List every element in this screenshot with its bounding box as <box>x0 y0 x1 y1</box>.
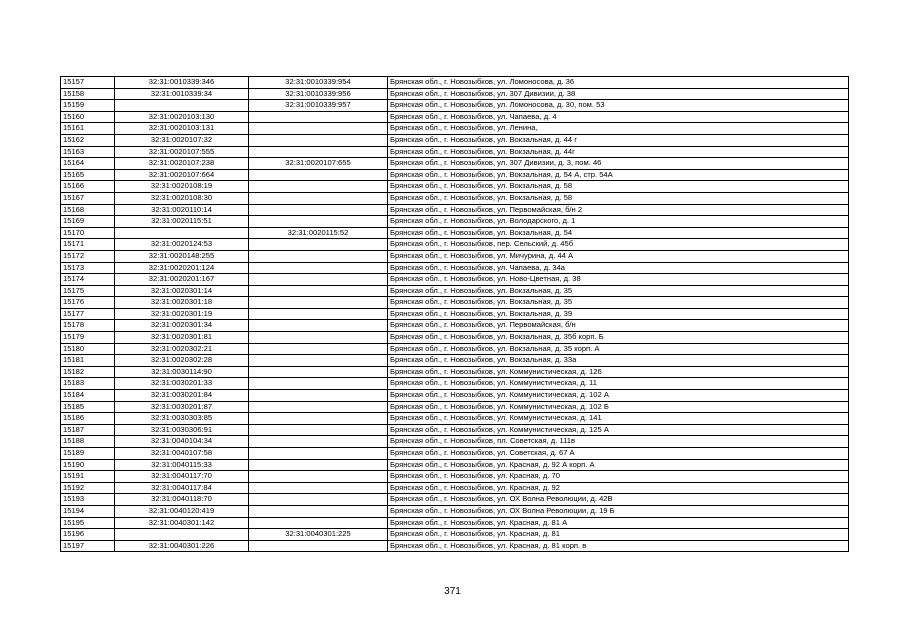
linked-cadastral-number-cell <box>249 274 388 286</box>
row-number-cell: 15185 <box>61 401 115 413</box>
cadastral-number-cell: 32:31:0040118:70 <box>115 494 249 506</box>
table-row <box>61 192 849 204</box>
row-number-cell: 15179 <box>61 332 115 344</box>
linked-cadastral-number-cell <box>249 308 388 320</box>
linked-cadastral-number-cell <box>249 134 388 146</box>
table-row <box>61 529 849 541</box>
table-row <box>61 448 849 460</box>
address-cell: Брянская обл., г. Новозыбков, ул. Чапаева, д. 4 <box>388 111 849 123</box>
address-cell: Брянская обл., г. Новозыбков, ул. Мичурина, д. 44 А <box>388 250 849 262</box>
row-number-cell: 15186 <box>61 413 115 425</box>
address-cell: Брянская обл., г. Новозыбков, ул. Первомайская, б/н <box>388 320 849 332</box>
row-number-cell: 15166 <box>61 181 115 193</box>
row-number-cell: 15177 <box>61 308 115 320</box>
cadastral-number-cell: 32:31:0020201:124 <box>115 262 249 274</box>
table-row <box>61 471 849 483</box>
table-row <box>61 459 849 471</box>
table-row <box>61 169 849 181</box>
address-cell: Брянская обл., г. Новозыбков, ул. Вокзальная, д. 33а <box>388 355 849 367</box>
table-row <box>61 390 849 402</box>
table-row <box>61 378 849 390</box>
linked-cadastral-number-cell <box>249 320 388 332</box>
row-number-cell: 15174 <box>61 274 115 286</box>
cadastral-number-cell <box>115 227 249 239</box>
address-cell: Брянская обл., г. Новозыбков, ул. Чапаева, д. 34а <box>388 262 849 274</box>
row-number-cell: 15180 <box>61 343 115 355</box>
address-cell: Брянская обл., г. Новозыбков, ул. Красная, д. 81 <box>388 529 849 541</box>
cadastral-number-cell: 32:31:0040117:84 <box>115 482 249 494</box>
address-cell: Брянская обл., г. Новозыбков, ул. Вокзальная, д. 39 <box>388 308 849 320</box>
table-row <box>61 262 849 274</box>
address-cell: Брянская обл., г. Новозыбков, ул. Ломоносова, д. 36 <box>388 77 849 89</box>
address-cell: Брянская обл., г. Новозыбков, ул. Коммунистическая, д. 102 А <box>388 390 849 402</box>
address-cell: Брянская обл., г. Новозыбков, ул. Коммунистическая, д. 102 Б <box>388 401 849 413</box>
cadastral-number-cell: 32:31:0030201:87 <box>115 401 249 413</box>
address-cell: Брянская обл., г. Новозыбков, ул. Вокзальная, д. 54 <box>388 227 849 239</box>
row-number-cell: 15161 <box>61 123 115 135</box>
row-number-cell: 15162 <box>61 134 115 146</box>
table-row <box>61 540 849 552</box>
cadastral-number-cell: 32:31:0020108:19 <box>115 181 249 193</box>
address-cell: Брянская обл., г. Новозыбков, ул. Ново-Цветная, д. 38 <box>388 274 849 286</box>
row-number-cell: 15183 <box>61 378 115 390</box>
address-cell: Брянская обл., г. Новозыбков, пл. Советская, д. 111в <box>388 436 849 448</box>
address-cell: Брянская обл., г. Новозыбков, ул. ОХ Волна Революции, д. 19 Б <box>388 505 849 517</box>
address-cell: Брянская обл., г. Новозыбков, ул. Красная, д. 92 А корп. А <box>388 459 849 471</box>
linked-cadastral-number-cell <box>249 482 388 494</box>
row-number-cell: 15195 <box>61 517 115 529</box>
address-cell: Брянская обл., г. Новозыбков, ул. Красная, д. 81 корп. в <box>388 540 849 552</box>
row-number-cell: 15176 <box>61 297 115 309</box>
address-cell: Брянская обл., г. Новозыбков, ул. Володарского, д. 1 <box>388 216 849 228</box>
cadastral-number-cell: 32:31:0020301:14 <box>115 285 249 297</box>
table-row <box>61 320 849 332</box>
linked-cadastral-number-cell <box>249 378 388 390</box>
row-number-cell: 15164 <box>61 158 115 170</box>
row-number-cell: 15160 <box>61 111 115 123</box>
address-cell: Брянская обл., г. Новозыбков, ул. Коммунистическая, д. 126 <box>388 366 849 378</box>
linked-cadastral-number-cell <box>249 401 388 413</box>
linked-cadastral-number-cell <box>249 448 388 460</box>
linked-cadastral-number-cell <box>249 146 388 158</box>
row-number-cell: 15159 <box>61 100 115 112</box>
table-row <box>61 100 849 112</box>
address-cell: Брянская обл., г. Новозыбков, ул. Вокзальная, д. 58 <box>388 181 849 193</box>
table-row <box>61 343 849 355</box>
row-number-cell: 15167 <box>61 192 115 204</box>
row-number-cell: 15163 <box>61 146 115 158</box>
cadastral-number-cell: 32:31:0020301:81 <box>115 332 249 344</box>
table-row <box>61 308 849 320</box>
address-cell: Брянская обл., г. Новозыбков, ул. Красная, д. 92 <box>388 482 849 494</box>
table-row <box>61 204 849 216</box>
row-number-cell: 15191 <box>61 471 115 483</box>
address-cell: Брянская обл., г. Новозыбков, ул. Ломоносова, д. 30, пом. 53 <box>388 100 849 112</box>
row-number-cell: 15165 <box>61 169 115 181</box>
address-cell: Брянская обл., г. Новозыбков, ул. Вокзальная, д. 35б корп. Б <box>388 332 849 344</box>
linked-cadastral-number-cell <box>249 540 388 552</box>
cadastral-number-cell: 32:31:0020301:34 <box>115 320 249 332</box>
linked-cadastral-number-cell: 32:31:0010339:957 <box>249 100 388 112</box>
table-row <box>61 123 849 135</box>
linked-cadastral-number-cell <box>249 123 388 135</box>
linked-cadastral-number-cell <box>249 262 388 274</box>
table-row <box>61 355 849 367</box>
cadastral-number-cell: 32:31:0020107:664 <box>115 169 249 181</box>
cadastral-number-cell: 32:31:0040120:419 <box>115 505 249 517</box>
linked-cadastral-number-cell <box>249 505 388 517</box>
row-number-cell: 15168 <box>61 204 115 216</box>
table-row <box>61 366 849 378</box>
page-number: 371 <box>444 586 461 597</box>
address-cell: Брянская обл., г. Новозыбков, ул. Коммунистическая, д. 11 <box>388 378 849 390</box>
row-number-cell: 15175 <box>61 285 115 297</box>
cadastral-number-cell: 32:31:0020302:28 <box>115 355 249 367</box>
address-cell: Брянская обл., г. Новозыбков, ул. Вокзальная, д. 54 А, стр. 54А <box>388 169 849 181</box>
address-cell: Брянская обл., г. Новозыбков, ул. Коммунистическая, д. 125 А <box>388 424 849 436</box>
linked-cadastral-number-cell: 32:31:0010339:956 <box>249 88 388 100</box>
table-row <box>61 239 849 251</box>
cadastral-number-cell: 32:31:0040117:70 <box>115 471 249 483</box>
linked-cadastral-number-cell <box>249 239 388 251</box>
table-row <box>61 158 849 170</box>
table-row <box>61 274 849 286</box>
table-row <box>61 297 849 309</box>
address-cell: Брянская обл., г. Новозыбков, ул. Красная, д. 70 <box>388 471 849 483</box>
cadastral-number-cell: 32:31:0020115:51 <box>115 216 249 228</box>
cadastral-number-cell: 32:31:0030201:84 <box>115 390 249 402</box>
address-cell: Брянская обл., г. Новозыбков, ул. ОХ Волна Революции, д. 42В <box>388 494 849 506</box>
row-number-cell: 15182 <box>61 366 115 378</box>
address-cell: Брянская обл., г. Новозыбков, пер. Сельский, д. 45б <box>388 239 849 251</box>
cadastral-number-cell: 32:31:0020110:14 <box>115 204 249 216</box>
address-cell: Брянская обл., г. Новозыбков, ул. 307 Дивизии, д. 38 <box>388 88 849 100</box>
linked-cadastral-number-cell <box>249 436 388 448</box>
linked-cadastral-number-cell <box>249 517 388 529</box>
row-number-cell: 15178 <box>61 320 115 332</box>
linked-cadastral-number-cell <box>249 494 388 506</box>
linked-cadastral-number-cell: 32:31:0020107:655 <box>249 158 388 170</box>
address-cell: Брянская обл., г. Новозыбков, ул. Ленина, <box>388 123 849 135</box>
linked-cadastral-number-cell <box>249 204 388 216</box>
table-row <box>61 111 849 123</box>
table-row <box>61 181 849 193</box>
row-number-cell: 15181 <box>61 355 115 367</box>
row-number-cell: 15157 <box>61 77 115 89</box>
cadastral-number-cell: 32:31:0040301:226 <box>115 540 249 552</box>
row-number-cell: 15184 <box>61 390 115 402</box>
cadastral-number-cell <box>115 529 249 541</box>
cadastral-number-cell: 32:31:0030201:33 <box>115 378 249 390</box>
address-cell: Брянская обл., г. Новозыбков, ул. Коммунистическая, д. 141 <box>388 413 849 425</box>
row-number-cell: 15194 <box>61 505 115 517</box>
linked-cadastral-number-cell <box>249 355 388 367</box>
table-row <box>61 77 849 89</box>
cadastral-number-cell: 32:31:0040104:34 <box>115 436 249 448</box>
table-row <box>61 436 849 448</box>
table-row <box>61 505 849 517</box>
table-row <box>61 134 849 146</box>
cadastral-number-cell: 32:31:0040107:58 <box>115 448 249 460</box>
row-number-cell: 15193 <box>61 494 115 506</box>
row-number-cell: 15192 <box>61 482 115 494</box>
table-row <box>61 517 849 529</box>
address-cell: Брянская обл., г. Новозыбков, ул. Вокзальная, д. 58 <box>388 192 849 204</box>
table-row <box>61 216 849 228</box>
table-row <box>61 401 849 413</box>
cadastral-number-cell: 32:31:0020124:53 <box>115 239 249 251</box>
address-cell: Брянская обл., г. Новозыбков, ул. Советская, д. 67 А <box>388 448 849 460</box>
cadastral-number-cell: 32:31:0020201:167 <box>115 274 249 286</box>
table-row <box>61 332 849 344</box>
cadastral-number-cell: 32:31:0030306:91 <box>115 424 249 436</box>
linked-cadastral-number-cell <box>249 459 388 471</box>
cadastral-number-cell: 32:31:0020108:30 <box>115 192 249 204</box>
address-cell: Брянская обл., г. Новозыбков, ул. 307 Дивизии, д. 3, пом. 46 <box>388 158 849 170</box>
table-row <box>61 424 849 436</box>
linked-cadastral-number-cell <box>249 285 388 297</box>
cadastral-number-cell: 32:31:0030303:85 <box>115 413 249 425</box>
table-row <box>61 413 849 425</box>
table-row <box>61 88 849 100</box>
linked-cadastral-number-cell <box>249 471 388 483</box>
linked-cadastral-number-cell <box>249 424 388 436</box>
row-number-cell: 15196 <box>61 529 115 541</box>
address-cell: Брянская обл., г. Новозыбков, ул. Первомайская, б/н 2 <box>388 204 849 216</box>
row-number-cell: 15187 <box>61 424 115 436</box>
table-row <box>61 250 849 262</box>
address-cell: Брянская обл., г. Новозыбков, ул. Вокзальная, д. 35 <box>388 297 849 309</box>
cadastral-number-cell: 32:31:0020301:19 <box>115 308 249 320</box>
registry-table-body <box>61 77 849 552</box>
cadastral-number-cell: 32:31:0020103:131 <box>115 123 249 135</box>
address-cell: Брянская обл., г. Новозыбков, ул. Вокзальная, д. 44г <box>388 146 849 158</box>
linked-cadastral-number-cell: 32:31:0010339:954 <box>249 77 388 89</box>
cadastral-number-cell: 32:31:0020148:255 <box>115 250 249 262</box>
table-row <box>61 285 849 297</box>
table-row <box>61 146 849 158</box>
row-number-cell: 15158 <box>61 88 115 100</box>
cadastral-number-cell: 32:31:0020107:555 <box>115 146 249 158</box>
row-number-cell: 15173 <box>61 262 115 274</box>
linked-cadastral-number-cell <box>249 169 388 181</box>
table-row <box>61 227 849 239</box>
row-number-cell: 15189 <box>61 448 115 460</box>
address-cell: Брянская обл., г. Новозыбков, ул. Вокзальная, д. 44 г <box>388 134 849 146</box>
row-number-cell: 15197 <box>61 540 115 552</box>
linked-cadastral-number-cell <box>249 216 388 228</box>
row-number-cell: 15169 <box>61 216 115 228</box>
cadastral-number-cell: 32:31:0010339:34 <box>115 88 249 100</box>
linked-cadastral-number-cell <box>249 192 388 204</box>
linked-cadastral-number-cell <box>249 181 388 193</box>
cadastral-number-cell: 32:31:0020107:32 <box>115 134 249 146</box>
cadastral-number-cell <box>115 100 249 112</box>
cadastral-number-cell: 32:31:0040301:142 <box>115 517 249 529</box>
registry-table <box>60 76 849 552</box>
linked-cadastral-number-cell <box>249 366 388 378</box>
linked-cadastral-number-cell <box>249 413 388 425</box>
address-cell: Брянская обл., г. Новозыбков, ул. Вокзальная, д. 35 корп. А <box>388 343 849 355</box>
cadastral-number-cell: 32:31:0030114:90 <box>115 366 249 378</box>
linked-cadastral-number-cell <box>249 332 388 344</box>
row-number-cell: 15172 <box>61 250 115 262</box>
row-number-cell: 15188 <box>61 436 115 448</box>
linked-cadastral-number-cell <box>249 390 388 402</box>
row-number-cell: 15170 <box>61 227 115 239</box>
linked-cadastral-number-cell <box>249 111 388 123</box>
address-cell: Брянская обл., г. Новозыбков, ул. Вокзальная, д. 35 <box>388 285 849 297</box>
cadastral-number-cell: 32:31:0020103:130 <box>115 111 249 123</box>
cadastral-number-cell: 32:31:0020302:21 <box>115 343 249 355</box>
cadastral-number-cell: 32:31:0020301:18 <box>115 297 249 309</box>
table-row <box>61 494 849 506</box>
linked-cadastral-number-cell: 32:31:0020115:52 <box>249 227 388 239</box>
linked-cadastral-number-cell <box>249 297 388 309</box>
linked-cadastral-number-cell: 32:31:0040301:225 <box>249 529 388 541</box>
table-row <box>61 482 849 494</box>
cadastral-number-cell: 32:31:0040115:33 <box>115 459 249 471</box>
row-number-cell: 15190 <box>61 459 115 471</box>
linked-cadastral-number-cell <box>249 343 388 355</box>
address-cell: Брянская обл., г. Новозыбков, ул. Красная, д. 81 А <box>388 517 849 529</box>
cadastral-number-cell: 32:31:0020107:238 <box>115 158 249 170</box>
row-number-cell: 15171 <box>61 239 115 251</box>
linked-cadastral-number-cell <box>249 250 388 262</box>
cadastral-number-cell: 32:31:0010339:346 <box>115 77 249 89</box>
